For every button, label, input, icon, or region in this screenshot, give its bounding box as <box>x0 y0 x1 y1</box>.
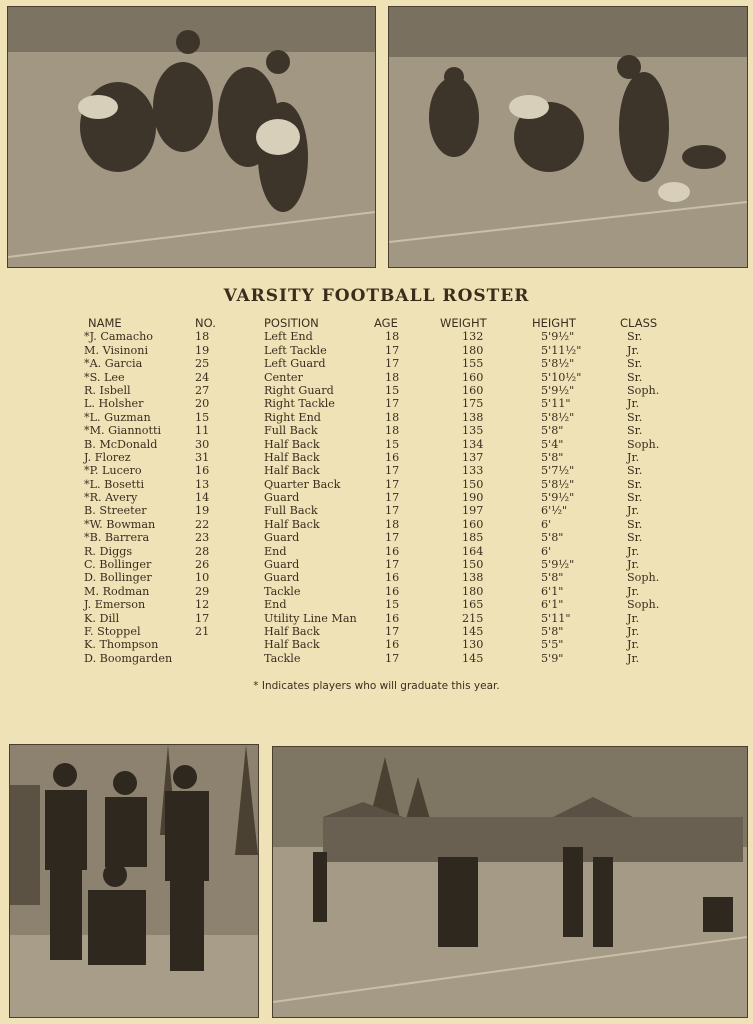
player-weight: 165 <box>462 598 484 612</box>
player-age: 15 <box>385 383 400 397</box>
player-position: Guard <box>264 571 300 585</box>
player-age: 15 <box>385 598 400 612</box>
player-height: 6'1" <box>541 584 564 598</box>
player-name: D. Boomgarden <box>84 651 173 665</box>
player-name: M. Visinoni <box>84 343 149 357</box>
player-name: *J. Camacho <box>84 330 154 344</box>
player-number: 25 <box>195 357 210 371</box>
player-age: 16 <box>385 450 400 464</box>
player-name: *W. Bowman <box>84 517 156 531</box>
player-age: 17 <box>385 397 400 411</box>
player-class: Soph. <box>627 383 660 397</box>
player-row <box>0 357 753 370</box>
player-position: Left Guard <box>264 357 326 371</box>
player-name: *B. Barrera <box>84 531 150 545</box>
player-position: Guard <box>264 531 300 545</box>
player-weight: 180 <box>462 584 484 598</box>
header-class: CLASS <box>620 316 658 330</box>
player-number: 23 <box>195 531 210 545</box>
player-name: *P. Lucero <box>84 464 142 478</box>
player-height: 5'11½" <box>541 343 582 357</box>
player-weight: 185 <box>462 531 484 545</box>
player-rows <box>0 330 753 665</box>
player-name: *M. Giannotti <box>84 424 162 438</box>
player-weight: 137 <box>462 450 484 464</box>
player-weight: 180 <box>462 343 484 357</box>
player-class: Soph. <box>627 437 660 451</box>
player-name: F. Stoppel <box>84 624 141 638</box>
player-number: 27 <box>195 383 210 397</box>
player-height: 5'8" <box>541 571 564 585</box>
player-weight: 145 <box>462 651 484 665</box>
player-weight: 132 <box>462 330 484 344</box>
player-number: 17 <box>195 611 210 625</box>
player-age: 17 <box>385 558 400 572</box>
player-height: 5'11" <box>541 611 571 625</box>
player-name: B. McDonald <box>84 437 158 451</box>
player-row <box>0 384 753 397</box>
player-number: 18 <box>195 330 210 344</box>
player-position: Utility Line Man <box>264 611 357 625</box>
player-age: 17 <box>385 357 400 371</box>
player-position: Guard <box>264 558 300 572</box>
player-class: Sr. <box>627 517 643 531</box>
player-age: 17 <box>385 504 400 518</box>
player-name: *A. Garcia <box>84 357 143 371</box>
player-position: Half Back <box>264 437 320 451</box>
player-height: 5'4" <box>541 437 564 451</box>
player-number: 16 <box>195 464 210 478</box>
player-weight: 138 <box>462 571 484 585</box>
player-row <box>0 371 753 384</box>
player-weight: 160 <box>462 517 484 531</box>
player-number: 29 <box>195 584 210 598</box>
player-class: Jr. <box>627 397 640 411</box>
photo-football-action-right <box>388 6 748 268</box>
player-height: 5'9½" <box>541 330 575 344</box>
player-position: Right Tackle <box>264 397 335 411</box>
player-age: 18 <box>385 370 400 384</box>
player-row <box>0 478 753 491</box>
player-row <box>0 411 753 424</box>
player-row <box>0 625 753 638</box>
player-position: Left End <box>264 330 313 344</box>
player-name: *L. Guzman <box>84 410 151 424</box>
player-height: 5'9½" <box>541 558 575 572</box>
player-number: 10 <box>195 571 210 585</box>
player-weight: 197 <box>462 504 484 518</box>
player-weight: 190 <box>462 491 484 505</box>
player-position: Full Back <box>264 504 318 518</box>
player-number: 30 <box>195 437 210 451</box>
player-position: Left Tackle <box>264 343 327 357</box>
player-row <box>0 545 753 558</box>
player-class: Jr. <box>627 504 640 518</box>
player-name: *S. Lee <box>84 370 125 384</box>
player-row <box>0 585 753 598</box>
player-row <box>0 464 753 477</box>
player-name: D. Bollinger <box>84 571 152 585</box>
player-weight: 160 <box>462 370 484 384</box>
player-position: Half Back <box>264 517 320 531</box>
player-height: 5'8" <box>541 424 564 438</box>
roster-title: VARSITY FOOTBALL ROSTER <box>223 286 530 306</box>
player-age: 17 <box>385 531 400 545</box>
player-age: 17 <box>385 477 400 491</box>
player-name: M. Rodman <box>84 584 150 598</box>
player-row <box>0 612 753 625</box>
header-no: NO. <box>195 316 216 330</box>
player-number: 24 <box>195 370 210 384</box>
player-number: 26 <box>195 558 210 572</box>
player-position: Tackle <box>264 584 301 598</box>
player-height: 6' <box>541 544 552 558</box>
photo-team-captains <box>9 744 259 1018</box>
player-age: 18 <box>385 410 400 424</box>
header-weight: WEIGHT <box>440 316 487 330</box>
header-name: NAME <box>88 316 122 330</box>
player-number: 19 <box>195 504 210 518</box>
player-height: 6'½" <box>541 504 568 518</box>
player-age: 17 <box>385 343 400 357</box>
player-age: 17 <box>385 464 400 478</box>
player-row <box>0 451 753 464</box>
player-height: 5'9½" <box>541 383 575 397</box>
roster-header-row <box>0 317 753 330</box>
player-height: 5'8" <box>541 624 564 638</box>
player-row <box>0 652 753 665</box>
player-height: 6'1" <box>541 598 564 612</box>
player-class: Jr. <box>627 638 640 652</box>
player-number: 20 <box>195 397 210 411</box>
player-weight: 175 <box>462 397 484 411</box>
player-number: 22 <box>195 517 210 531</box>
player-class: Jr. <box>627 450 640 464</box>
header-age: AGE <box>374 316 398 330</box>
player-class: Jr. <box>627 624 640 638</box>
player-age: 17 <box>385 624 400 638</box>
player-height: 5'10½" <box>541 370 582 384</box>
player-class: Sr. <box>627 477 643 491</box>
player-position: Full Back <box>264 424 318 438</box>
player-weight: 160 <box>462 383 484 397</box>
player-weight: 150 <box>462 558 484 572</box>
player-height: 5'8½" <box>541 477 575 491</box>
header-height: HEIGHT <box>532 316 576 330</box>
player-height: 6' <box>541 517 552 531</box>
player-age: 17 <box>385 651 400 665</box>
player-class: Jr. <box>627 584 640 598</box>
player-row <box>0 330 753 343</box>
player-name: B. Streeter <box>84 504 147 518</box>
player-weight: 145 <box>462 624 484 638</box>
player-age: 18 <box>385 517 400 531</box>
player-height: 5'11" <box>541 397 571 411</box>
player-row <box>0 397 753 410</box>
player-position: Guard <box>264 491 300 505</box>
player-number: 28 <box>195 544 210 558</box>
player-height: 5'8" <box>541 531 564 545</box>
photo-football-action-left <box>7 6 376 268</box>
photo-game-scene <box>272 746 748 1018</box>
player-age: 16 <box>385 544 400 558</box>
player-class: Soph. <box>627 571 660 585</box>
player-class: Jr. <box>627 558 640 572</box>
player-name: K. Thompson <box>84 638 159 652</box>
player-row <box>0 438 753 451</box>
player-class: Jr. <box>627 544 640 558</box>
player-number: 12 <box>195 598 210 612</box>
player-class: Jr. <box>627 651 640 665</box>
player-age: 17 <box>385 491 400 505</box>
player-class: Soph. <box>627 598 660 612</box>
player-weight: 150 <box>462 477 484 491</box>
player-name: J. Florez <box>84 450 131 464</box>
player-number: 11 <box>195 424 210 438</box>
player-row <box>0 531 753 544</box>
player-weight: 135 <box>462 424 484 438</box>
header-position: POSITION <box>264 316 319 330</box>
player-number: 31 <box>195 450 210 464</box>
player-row <box>0 504 753 517</box>
player-row <box>0 598 753 611</box>
player-age: 16 <box>385 638 400 652</box>
player-row <box>0 558 753 571</box>
player-class: Sr. <box>627 357 643 371</box>
player-number: 19 <box>195 343 210 357</box>
graduation-footnote: * Indicates players who will graduate this year. <box>253 680 500 692</box>
player-age: 16 <box>385 571 400 585</box>
player-weight: 133 <box>462 464 484 478</box>
player-weight: 130 <box>462 638 484 652</box>
player-class: Sr. <box>627 330 643 344</box>
player-class: Sr. <box>627 370 643 384</box>
player-age: 18 <box>385 424 400 438</box>
player-name: K. Dill <box>84 611 120 625</box>
player-weight: 155 <box>462 357 484 371</box>
player-position: End <box>264 544 287 558</box>
player-number: 15 <box>195 410 210 424</box>
player-age: 16 <box>385 584 400 598</box>
player-class: Jr. <box>627 611 640 625</box>
player-weight: 134 <box>462 437 484 451</box>
player-height: 5'8" <box>541 450 564 464</box>
player-name: *R. Avery <box>84 491 138 505</box>
player-weight: 215 <box>462 611 484 625</box>
player-position: Tackle <box>264 651 301 665</box>
player-name: C. Bollinger <box>84 558 152 572</box>
player-position: Right Guard <box>264 383 334 397</box>
player-position: Center <box>264 370 303 384</box>
player-position: Right End <box>264 410 321 424</box>
player-age: 18 <box>385 330 400 344</box>
player-number: 21 <box>195 624 210 638</box>
player-position: Half Back <box>264 464 320 478</box>
player-number: 13 <box>195 477 210 491</box>
player-row <box>0 638 753 651</box>
player-name: *L. Bosetti <box>84 477 145 491</box>
player-position: Quarter Back <box>264 477 341 491</box>
player-class: Sr. <box>627 410 643 424</box>
player-height: 5'7½" <box>541 464 575 478</box>
player-row <box>0 518 753 531</box>
player-name: L. Holsher <box>84 397 144 411</box>
player-position: Half Back <box>264 624 320 638</box>
player-class: Sr. <box>627 491 643 505</box>
player-position: Half Back <box>264 450 320 464</box>
player-age: 16 <box>385 611 400 625</box>
player-position: Half Back <box>264 638 320 652</box>
player-row <box>0 424 753 437</box>
player-name: R. Isbell <box>84 383 131 397</box>
player-row <box>0 344 753 357</box>
player-height: 5'8½" <box>541 410 575 424</box>
player-row <box>0 571 753 584</box>
player-number: 14 <box>195 491 210 505</box>
player-position: End <box>264 598 287 612</box>
player-age: 15 <box>385 437 400 451</box>
player-name: R. Diggs <box>84 544 133 558</box>
player-weight: 138 <box>462 410 484 424</box>
player-row <box>0 491 753 504</box>
player-height: 5'5" <box>541 638 564 652</box>
roster-table <box>0 317 753 665</box>
player-name: J. Emerson <box>84 598 146 612</box>
player-height: 5'9" <box>541 651 564 665</box>
player-height: 5'8½" <box>541 357 575 371</box>
player-class: Sr. <box>627 464 643 478</box>
player-class: Sr. <box>627 531 643 545</box>
player-class: Sr. <box>627 424 643 438</box>
player-class: Jr. <box>627 343 640 357</box>
player-weight: 164 <box>462 544 484 558</box>
player-height: 5'9½" <box>541 491 575 505</box>
